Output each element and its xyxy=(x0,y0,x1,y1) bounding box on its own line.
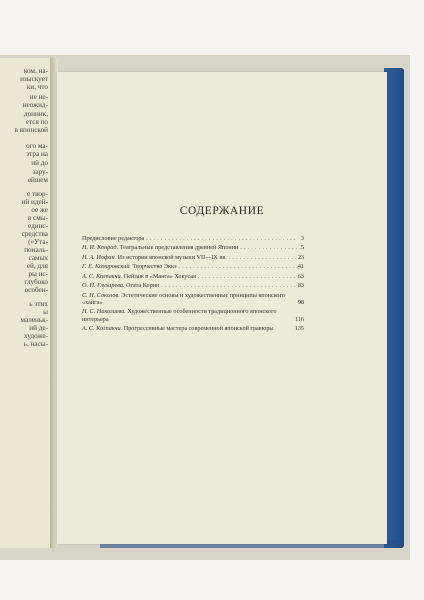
left-page-text-fragment: ого ма- xyxy=(26,142,48,150)
toc-entry-author: Г. Е. Комаровский. xyxy=(82,263,131,271)
left-page-text-fragment: ь этих xyxy=(29,300,48,308)
toc-entry-page-number: 135 xyxy=(294,325,304,333)
table-of-contents xyxy=(82,235,304,335)
left-page-text-fragment: неожид- xyxy=(22,101,48,109)
toc-entry xyxy=(82,244,304,251)
left-page-text-fragment: ы xyxy=(43,308,48,316)
left-page-text-fragment: особен- xyxy=(24,286,48,294)
toc-entry-author: Н. И. Конрад. xyxy=(82,244,119,252)
toc-entry-text xyxy=(82,308,277,322)
left-page-text-fragment: средства xyxy=(21,230,48,238)
toc-entry-author: Н. А. Иофан. xyxy=(82,253,117,261)
toc-entry-title: Из истории японской музыки VII—IX вв. xyxy=(117,253,227,261)
toc-entry-text xyxy=(82,235,304,242)
left-page-text-fragment: е твор- xyxy=(26,190,48,198)
toc-entry-title: Эстетические основы и художественные принципы японского «хайга» xyxy=(82,291,285,306)
left-page-text-fragment: ь, насы- xyxy=(23,340,48,348)
left-page-text-fragment: самых xyxy=(28,254,48,262)
left-page-text-fragment: ий идей- xyxy=(21,198,48,206)
left-page-text-fragment: ки, что xyxy=(26,83,48,91)
toc-entry-text xyxy=(82,325,290,332)
toc-entry-text xyxy=(82,292,285,306)
left-page-text-fragment: ий до xyxy=(31,159,48,167)
toc-entry-text xyxy=(82,282,304,289)
toc-entry-page-number: 116 xyxy=(294,315,304,323)
toc-entry-author: Н. С. Николаева. xyxy=(82,308,126,316)
toc-entry-text xyxy=(82,244,304,251)
left-page-text-fragment: ком, на- xyxy=(23,67,48,75)
toc-entry xyxy=(82,273,304,280)
left-page-text-fragment: ий де- xyxy=(29,324,48,332)
left-page-text-fragment: в смы- xyxy=(27,214,48,222)
book-cover-edge xyxy=(384,68,404,548)
left-page xyxy=(0,58,53,548)
left-page-text-fragment: глубоко xyxy=(24,278,48,286)
toc-entry-title: Предисловие редактора xyxy=(82,235,145,242)
toc-entry-title: Пейзаж в «Манга» Хокусая xyxy=(123,272,196,280)
left-page-text-fragment: этра на xyxy=(26,150,48,158)
left-page-text-fragment: ое же xyxy=(31,206,48,214)
toc-entry-page-number: 63 xyxy=(297,272,304,280)
toc-entry-page-number: 3 xyxy=(300,235,304,242)
toc-entry-title: Творчество Эккэ xyxy=(132,263,177,271)
toc-entry-author: С. Н. Соколов. xyxy=(82,291,120,299)
toc-entry-page-number: 41 xyxy=(297,263,304,271)
toc-entry-page-number: 23 xyxy=(297,253,304,261)
toc-entry xyxy=(82,282,304,289)
toc-entry xyxy=(82,254,304,261)
left-page-text-fragment: донник, xyxy=(23,110,48,118)
left-page-text-fragment: ейшем xyxy=(27,176,48,184)
left-page-text-fragment: маленьк- xyxy=(20,316,48,324)
toc-entry-title: Театральные представления древней Японии xyxy=(119,244,239,252)
toc-entry-page-number: 83 xyxy=(297,282,304,290)
toc-entry-author: А. С. Колпакчи. xyxy=(82,325,123,333)
toc-entry-title: Прогрессивные мастера современной японской гравюры xyxy=(123,325,274,333)
toc-entry xyxy=(82,325,304,332)
toc-entry xyxy=(82,263,304,270)
left-page-text-fragment: ры ис- xyxy=(28,270,48,278)
left-page-text-fragment: в японской xyxy=(14,126,48,134)
toc-entry xyxy=(82,235,304,242)
left-page-text-fragment: художе- xyxy=(24,332,48,340)
toc-entry-author: О. Н. Глухарева. xyxy=(82,282,125,290)
toc-entry-text xyxy=(82,254,304,261)
toc-entry xyxy=(82,292,304,306)
toc-entry-text xyxy=(82,273,304,280)
toc-entry-text xyxy=(82,263,304,270)
toc-entry-page-number: 5 xyxy=(300,244,304,252)
left-page-text-fragment: единс- xyxy=(27,222,48,230)
left-page-text-fragment: ие не- xyxy=(29,93,48,101)
toc-entry-title: Огата Корин xyxy=(126,282,160,290)
left-page-text-fragment: пональ- xyxy=(24,246,48,254)
left-page-text-fragment: ей, для xyxy=(26,262,48,270)
left-page-text-fragment: изыскует xyxy=(20,75,48,83)
left-page-text-fragment: («Ута- xyxy=(28,238,48,246)
toc-entry-title: Художественные особенности традиционного японского интерьера xyxy=(82,308,277,323)
toc-entry-author: А. С. Колпакчи. xyxy=(82,272,123,280)
toc-title: СОДЕРЖАНИЕ xyxy=(179,205,265,217)
left-page-text-fragment: зару- xyxy=(32,168,48,176)
left-page-text-fragment: ется по xyxy=(25,118,48,126)
toc-entry xyxy=(82,308,304,322)
toc-entry-page-number: 98 xyxy=(297,299,304,306)
